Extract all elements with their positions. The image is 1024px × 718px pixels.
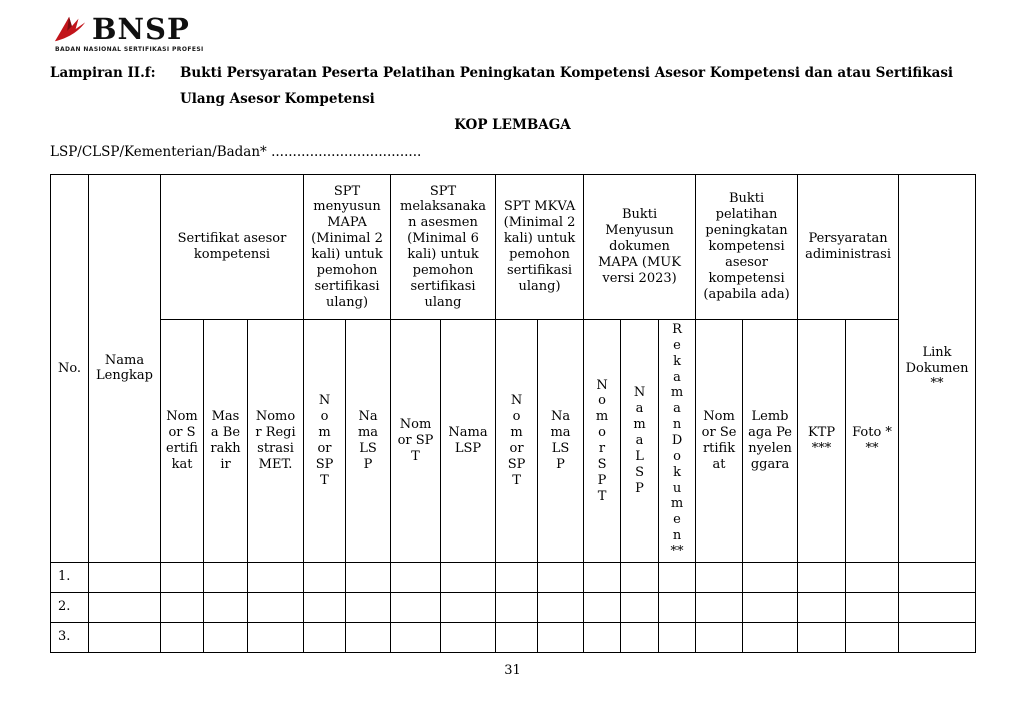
empty-cell (304, 592, 346, 622)
col-header-nomor-spt-4: Nomor SPT (584, 320, 621, 563)
empty-cell (89, 622, 161, 652)
empty-cell (538, 592, 584, 622)
title-line-1: Bukti Persyaratan Peserta Pelatihan Peningkatan Kompetensi Asesor Kompetensi dan atau Sertifikasi (180, 65, 954, 81)
empty-cell (584, 592, 621, 622)
col-header-nama-lsp-2: Nama LSP (441, 320, 496, 563)
col-header-nama-lengkap: Nama Lengkap (89, 175, 161, 563)
row-number: 3. (51, 622, 89, 652)
table-row-1 (51, 562, 976, 592)
empty-cell (659, 562, 696, 592)
institution-line: LSP/CLSP/Kementerian/Badan* ................................... (50, 144, 422, 160)
attachment-title (50, 60, 975, 112)
attachment-label: Lampiran II.f: (50, 65, 156, 81)
col-header-rekaman-dokumen: Rekaman Dokumen ** (659, 320, 696, 563)
empty-cell (696, 622, 743, 652)
col-header-nama-lsp-1: Nama LSP (346, 320, 391, 563)
col-header-nomor-spt-2: Nomor SPT (391, 320, 441, 563)
col-header-lembaga-penyelenggara: Lembaga Penyelenggara (743, 320, 798, 563)
logo-subtitle: BADAN NASIONAL SERTIFIKASI PROFESI (55, 46, 204, 53)
group-header-spt-melaksanakan-asesmen: SPT melaksanakan asesmen (Minimal 6 kali) untuk pemohon sertifikasi ulang (391, 175, 496, 320)
empty-cell (621, 592, 659, 622)
empty-cell (846, 562, 899, 592)
empty-cell (89, 592, 161, 622)
empty-cell (496, 592, 538, 622)
empty-cell (346, 562, 391, 592)
empty-cell (584, 562, 621, 592)
empty-cell (538, 622, 584, 652)
empty-cell (441, 622, 496, 652)
empty-cell (204, 592, 248, 622)
title-line-2: Ulang Asesor Kompetensi (180, 91, 375, 107)
empty-cell (346, 592, 391, 622)
bnsp-logo (53, 12, 975, 44)
empty-cell (204, 562, 248, 592)
col-header-masa-berakhir: Masa Berakhir (204, 320, 248, 563)
col-header-nama-lsp-4: Nama LSP (621, 320, 659, 563)
group-header-bukti-menyusun-mapa: Bukti Menyusun dokumen MAPA (MUK versi 2023) (584, 175, 696, 320)
empty-cell (346, 622, 391, 652)
empty-cell (391, 592, 441, 622)
empty-cell (391, 562, 441, 592)
empty-cell (161, 592, 204, 622)
group-header-persyaratan-administrasi: Persyaratan adiministrasi (798, 175, 899, 320)
col-header-nama-lsp-3: Nama LSP (538, 320, 584, 563)
attachment-title-text (180, 60, 953, 112)
empty-cell (304, 622, 346, 652)
empty-cell (899, 562, 976, 592)
letterhead-header (50, 12, 975, 53)
empty-cell (584, 622, 621, 652)
empty-cell (248, 622, 304, 652)
group-header-sertifikat-asesor: Sertifikat asesor kompetensi (161, 175, 304, 320)
table-row-2 (51, 592, 976, 622)
col-header-link-dokumen: Link Dokumen ** (899, 175, 976, 563)
col-header-nomor-registrasi-met: Nomor Registrasi MET. (248, 320, 304, 563)
empty-cell (899, 592, 976, 622)
kop-lembaga-heading: KOP LEMBAGA (454, 117, 571, 133)
empty-cell (496, 622, 538, 652)
empty-cell (304, 562, 346, 592)
logo-title: BNSP (92, 12, 190, 46)
row-number: 2. (51, 592, 89, 622)
empty-cell (161, 562, 204, 592)
empty-cell (743, 562, 798, 592)
empty-cell (846, 592, 899, 622)
empty-cell (798, 562, 846, 592)
col-header-no: No. (51, 175, 89, 563)
col-header-nomor-sertifikat-1: Nomor Sertifikat (161, 320, 204, 563)
empty-cell (248, 592, 304, 622)
requirements-table (50, 174, 976, 653)
empty-cell (743, 622, 798, 652)
page-number: 31 (504, 662, 521, 678)
empty-cell (798, 592, 846, 622)
empty-cell (659, 592, 696, 622)
empty-cell (248, 562, 304, 592)
empty-cell (204, 622, 248, 652)
group-header-bukti-pelatihan: Bukti pelatihan peningkatan kompetensi asesor kompetensi (apabila ada) (696, 175, 798, 320)
empty-cell (798, 622, 846, 652)
empty-cell (441, 592, 496, 622)
empty-cell (161, 622, 204, 652)
col-header-ktp: KTP *** (798, 320, 846, 563)
empty-cell (621, 562, 659, 592)
empty-cell (899, 622, 976, 652)
col-header-nomor-sertifikat-2: Nomor Sertifikat (696, 320, 743, 563)
empty-cell (538, 562, 584, 592)
empty-cell (696, 562, 743, 592)
empty-cell (659, 622, 696, 652)
bnsp-eagle-icon (53, 13, 87, 44)
group-header-spt-mkva: SPT MKVA (Minimal 2 kali) untuk pemohon sertifikasi ulang) (496, 175, 584, 320)
col-header-nomor-spt-1: Nomor SPT (304, 320, 346, 563)
empty-cell (696, 592, 743, 622)
empty-cell (743, 592, 798, 622)
empty-cell (441, 562, 496, 592)
col-header-nomor-spt-3: Nomor SPT (496, 320, 538, 563)
empty-cell (621, 622, 659, 652)
empty-cell (846, 622, 899, 652)
header-row-groups (51, 175, 976, 320)
header-row-subcolumns (51, 320, 976, 563)
col-header-foto: Foto *** (846, 320, 899, 563)
table-row-3 (51, 622, 976, 652)
empty-cell (89, 562, 161, 592)
empty-cell (496, 562, 538, 592)
group-header-spt-menyusun-mapa: SPT menyusun MAPA (Minimal 2 kali) untuk pemohon sertifikasi ulang) (304, 175, 391, 320)
empty-cell (391, 622, 441, 652)
row-number: 1. (51, 562, 89, 592)
